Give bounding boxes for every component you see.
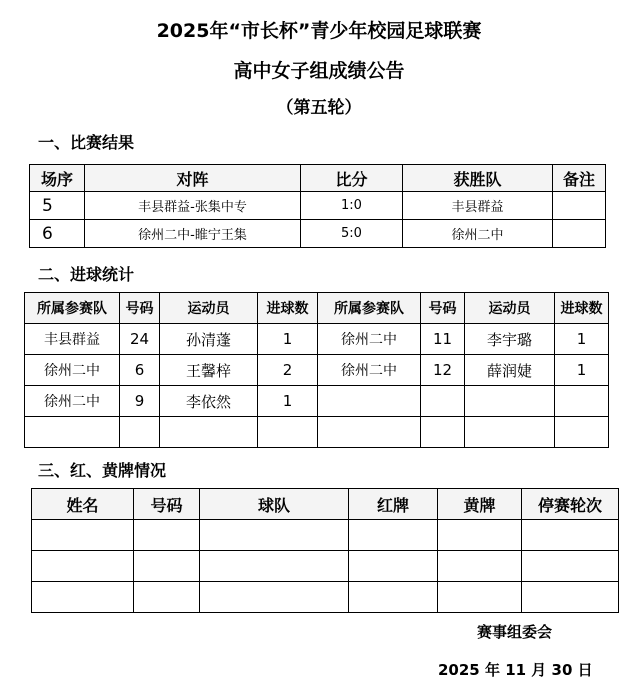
header-cell: 比分 — [301, 165, 403, 192]
table-cell — [318, 386, 421, 417]
table-cell — [200, 520, 349, 551]
header-cell: 场序 — [30, 165, 85, 192]
match-note — [553, 220, 606, 248]
table-cell: 李宇璐 — [465, 324, 555, 355]
match-no: 6 — [30, 220, 85, 248]
section-cards-title: 三、红、黄牌情况 — [38, 461, 167, 480]
header-cell: 运动员 — [465, 293, 555, 324]
table-cell — [134, 582, 200, 613]
match-pairing: 丰县群益-张集中专 — [85, 192, 301, 220]
section-goals-title: 二、进球统计 — [38, 265, 135, 284]
table-cell — [522, 520, 619, 551]
header-cell: 运动员 — [160, 293, 258, 324]
table-cell — [349, 520, 438, 551]
table-cell: 孙清蓬 — [160, 324, 258, 355]
announcement-date: 2025 年 11 月 30 日 — [438, 661, 593, 679]
document-title-line1: 2025年“市长杯”青少年校园足球联赛 — [156, 20, 482, 42]
table-cell: 9 — [120, 386, 160, 417]
header-cell: 姓名 — [32, 489, 134, 520]
header-cell: 进球数 — [555, 293, 609, 324]
organizer-signature: 赛事组委会 — [477, 623, 553, 641]
table-cell — [25, 417, 120, 448]
table-row — [32, 551, 619, 582]
table-cell — [438, 582, 522, 613]
table-cell: 11 — [421, 324, 465, 355]
table-row — [25, 417, 609, 448]
table-cell: 24 — [120, 324, 160, 355]
table-cell — [200, 551, 349, 582]
cards-table — [31, 488, 619, 613]
table-cell: 王馨梓 — [160, 355, 258, 386]
table-cell — [32, 551, 134, 582]
table-header-row — [30, 165, 606, 192]
match-winner: 丰县群益 — [403, 192, 553, 220]
table-row — [25, 386, 609, 417]
header-cell: 获胜队 — [403, 165, 553, 192]
table-cell — [438, 551, 522, 582]
document-title-line2: 高中女子组成绩公告 — [233, 60, 405, 82]
header-cell: 球队 — [200, 489, 349, 520]
table-cell — [465, 417, 555, 448]
section-match-results-title: 一、比赛结果 — [38, 133, 135, 152]
table-cell — [555, 417, 609, 448]
table-cell: 薛润婕 — [465, 355, 555, 386]
table-cell: 6 — [120, 355, 160, 386]
match-note — [553, 192, 606, 220]
table-cell: 1 — [258, 386, 318, 417]
header-cell: 号码 — [421, 293, 465, 324]
table-cell: 徐州二中 — [25, 386, 120, 417]
table-cell — [120, 417, 160, 448]
table-row — [32, 582, 619, 613]
header-cell: 所属参赛队 — [318, 293, 421, 324]
table-cell — [134, 551, 200, 582]
table-cell — [522, 551, 619, 582]
header-cell: 备注 — [553, 165, 606, 192]
match-pairing: 徐州二中-睢宁王集 — [85, 220, 301, 248]
table-row — [25, 355, 609, 386]
table-cell — [200, 582, 349, 613]
header-cell: 进球数 — [258, 293, 318, 324]
header-cell: 停赛轮次 — [522, 489, 619, 520]
table-header-row — [25, 293, 609, 324]
round-label: （第五轮） — [276, 98, 362, 118]
table-cell — [522, 582, 619, 613]
match-score: 5:0 — [301, 220, 403, 248]
table-cell: 2 — [258, 355, 318, 386]
table-cell — [258, 417, 318, 448]
header-cell: 所属参赛队 — [25, 293, 120, 324]
header-cell: 对阵 — [85, 165, 301, 192]
match-no: 5 — [30, 192, 85, 220]
table-cell — [32, 520, 134, 551]
table-cell — [421, 417, 465, 448]
table-cell: 12 — [421, 355, 465, 386]
table-header-row — [32, 489, 619, 520]
table-row — [25, 324, 609, 355]
table-cell: 1 — [258, 324, 318, 355]
table-cell — [438, 520, 522, 551]
table-cell: 徐州二中 — [25, 355, 120, 386]
goal-stats-table — [24, 292, 609, 448]
table-cell — [318, 417, 421, 448]
match-score: 1:0 — [301, 192, 403, 220]
table-cell — [160, 417, 258, 448]
table-row — [30, 192, 606, 220]
table-cell: 丰县群益 — [25, 324, 120, 355]
table-cell: 李依然 — [160, 386, 258, 417]
header-cell: 号码 — [120, 293, 160, 324]
table-cell — [349, 551, 438, 582]
table-cell — [134, 520, 200, 551]
header-cell: 号码 — [134, 489, 200, 520]
table-cell — [349, 582, 438, 613]
table-cell: 1 — [555, 355, 609, 386]
match-winner: 徐州二中 — [403, 220, 553, 248]
table-cell — [465, 386, 555, 417]
table-cell — [32, 582, 134, 613]
table-cell: 徐州二中 — [318, 324, 421, 355]
table-cell: 徐州二中 — [318, 355, 421, 386]
header-cell: 黄牌 — [438, 489, 522, 520]
match-results-table — [29, 164, 606, 248]
header-cell: 红牌 — [349, 489, 438, 520]
table-cell: 1 — [555, 324, 609, 355]
table-row — [32, 520, 619, 551]
table-cell — [555, 386, 609, 417]
table-cell — [421, 386, 465, 417]
table-row — [30, 220, 606, 248]
